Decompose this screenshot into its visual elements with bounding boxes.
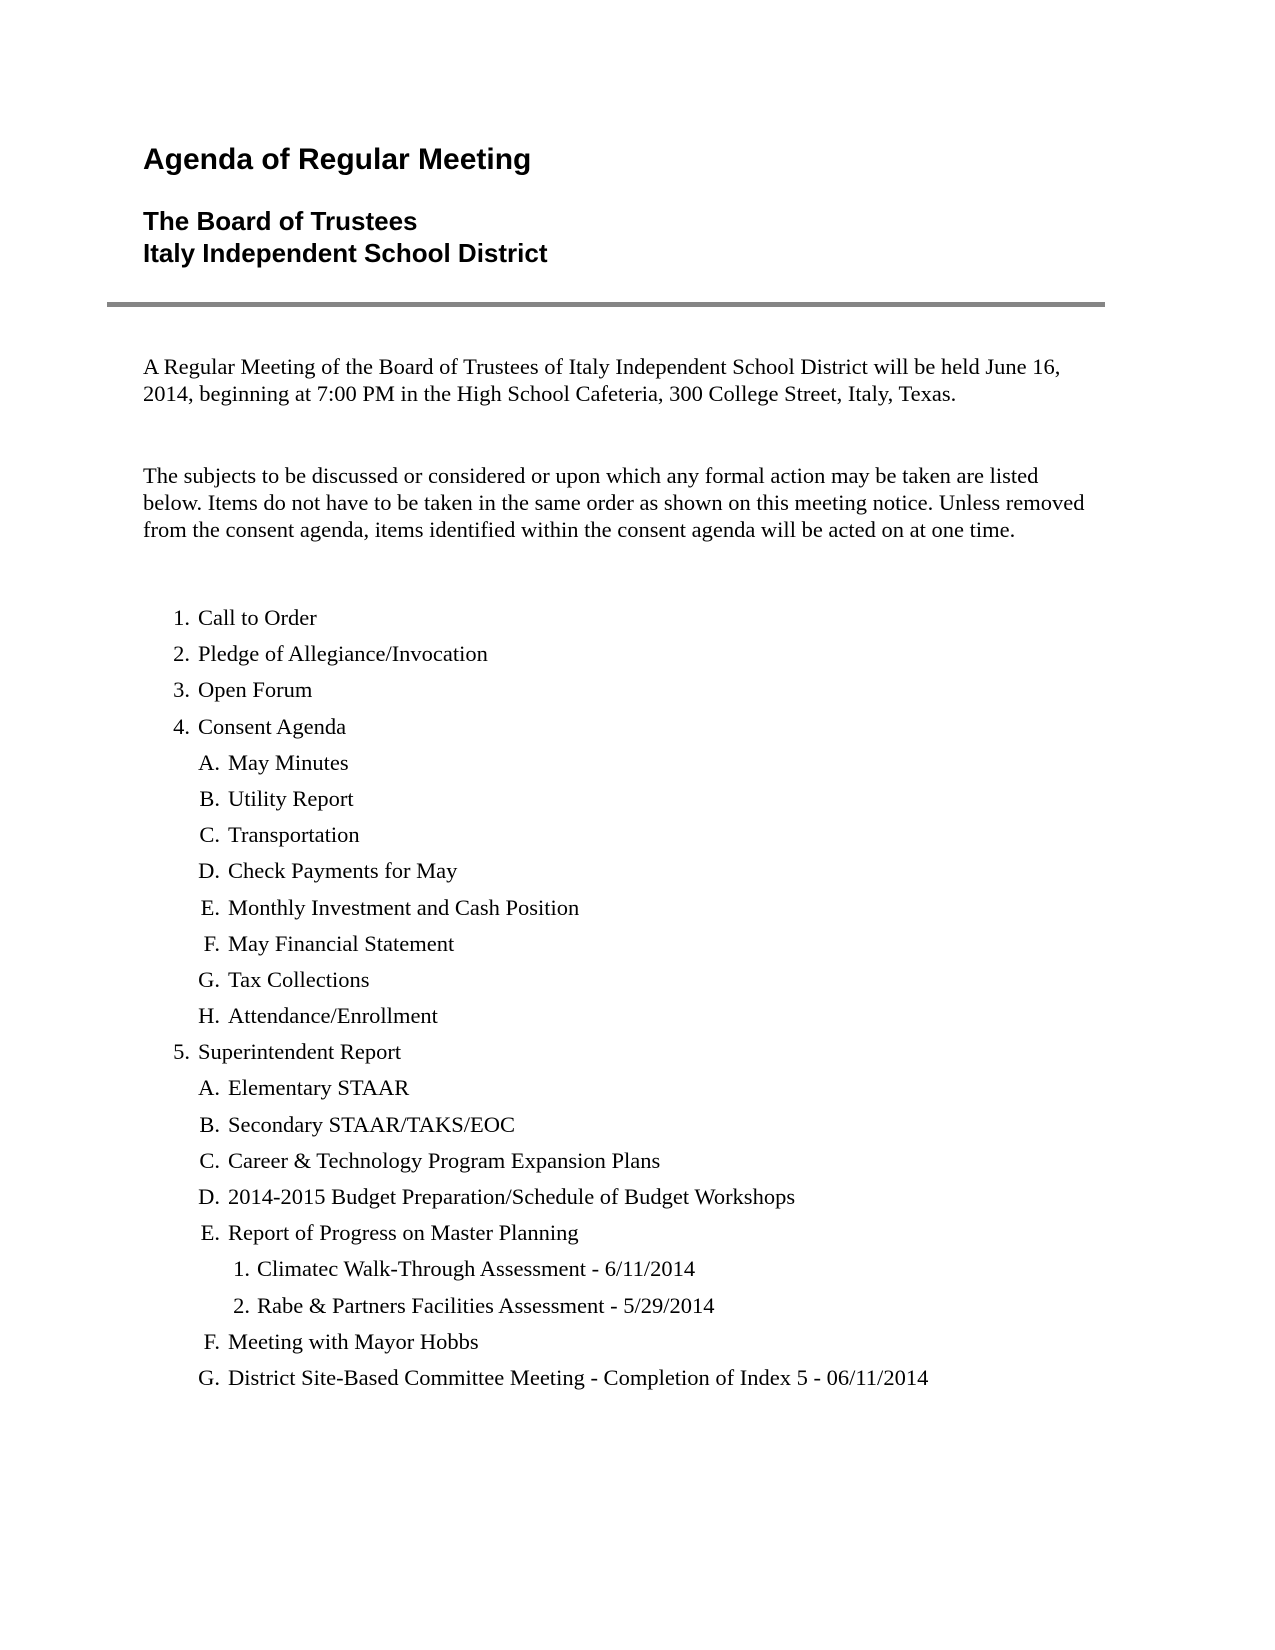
agenda-item-marker: C. bbox=[199, 1147, 220, 1173]
agenda-item-text: Monthly Investment and Cash Position bbox=[228, 894, 580, 920]
agenda-item-marker: F. bbox=[203, 1328, 220, 1354]
agenda-item-text: Climatec Walk-Through Assessment - 6/11/2014 bbox=[257, 1256, 696, 1282]
agenda-item-marker: 3. bbox=[173, 677, 190, 703]
agenda-item-marker: H. bbox=[198, 1003, 220, 1029]
agenda-item-marker: E. bbox=[200, 894, 220, 920]
agenda-item-marker: 2. bbox=[173, 641, 190, 667]
subjects-paragraph: The subjects to be discussed or considered or upon which any formal action may be taken are listed below. Items do not have to be taken in the same order as shown on this meeting notice. Unless removed from the consent agenda, items identified within the consent agenda will be acted on at one time. bbox=[143, 463, 1085, 543]
agenda-item-marker: B. bbox=[199, 785, 220, 811]
agenda-item-text: Open Forum bbox=[198, 677, 313, 703]
agenda-item-marker: E. bbox=[200, 1220, 220, 1246]
agenda-item-marker: 5. bbox=[173, 1039, 190, 1065]
agenda-item-marker: G. bbox=[198, 1364, 220, 1390]
meeting-notice-paragraph: A Regular Meeting of the Board of Trustees of Italy Independent School District will be held June 16, 2014, beginning at 7:00 PM in the High School Cafeteria, 300 College Street, Italy, Texas. bbox=[143, 354, 1061, 407]
agenda-item-marker: 1. bbox=[173, 605, 190, 630]
agenda-item-marker: G. bbox=[198, 966, 220, 992]
agenda-item-marker: D. bbox=[198, 1184, 220, 1209]
agenda-item-text: May Minutes bbox=[228, 749, 349, 775]
agenda-item-marker: 2. bbox=[233, 1292, 250, 1318]
agenda-item-text: Career & Technology Program Expansion Plans bbox=[228, 1147, 661, 1173]
agenda-item-text: Secondary STAAR/TAKS/EOC bbox=[228, 1111, 516, 1137]
agenda-item-text: Report of Progress on Master Planning bbox=[228, 1220, 579, 1246]
agenda-item-text: Check Payments for May bbox=[228, 858, 458, 884]
horizontal-rule bbox=[107, 302, 1105, 307]
agenda-item-text: Meeting with Mayor Hobbs bbox=[228, 1328, 479, 1354]
agenda-item-marker: 1. bbox=[233, 1256, 250, 1282]
agenda-item-text: Utility Report bbox=[228, 785, 354, 811]
agenda-item-marker: C. bbox=[199, 822, 220, 848]
agenda-item-text: 2014-2015 Budget Preparation/Schedule of Budget Workshops bbox=[228, 1184, 796, 1209]
agenda-item-text: Superintendent Report bbox=[198, 1039, 402, 1065]
agenda-item-marker: A. bbox=[198, 749, 220, 775]
agenda-item-text: Call to Order bbox=[198, 605, 317, 630]
agenda-item-text: Transportation bbox=[228, 822, 360, 848]
agenda-item-text: Tax Collections bbox=[228, 966, 370, 992]
agenda-item-text: Pledge of Allegiance/Invocation bbox=[198, 641, 488, 667]
subtitle bbox=[143, 205, 548, 269]
district-name: Italy Independent School District bbox=[143, 238, 548, 268]
agenda-item-text: Elementary STAAR bbox=[228, 1075, 410, 1101]
agenda-item-marker: 4. bbox=[173, 713, 190, 739]
agenda-item-text: Attendance/Enrollment bbox=[228, 1003, 438, 1029]
agenda-item-text: Rabe & Partners Facilities Assessment - 5/29/2014 bbox=[257, 1292, 715, 1318]
agenda-item-marker: A. bbox=[198, 1075, 220, 1101]
agenda-item-marker: B. bbox=[199, 1111, 220, 1137]
agenda-item-marker: F. bbox=[203, 930, 220, 956]
page-title: Agenda of Regular Meeting bbox=[143, 143, 532, 176]
agenda-item-marker: D. bbox=[198, 858, 220, 884]
agenda-item-text: District Site-Based Committee Meeting - Completion of Index 5 - 06/11/2014 bbox=[228, 1364, 929, 1390]
agenda-item-text: Consent Agenda bbox=[198, 713, 347, 739]
agenda-item-text: May Financial Statement bbox=[228, 930, 455, 956]
board-name: The Board of Trustees bbox=[143, 206, 418, 236]
